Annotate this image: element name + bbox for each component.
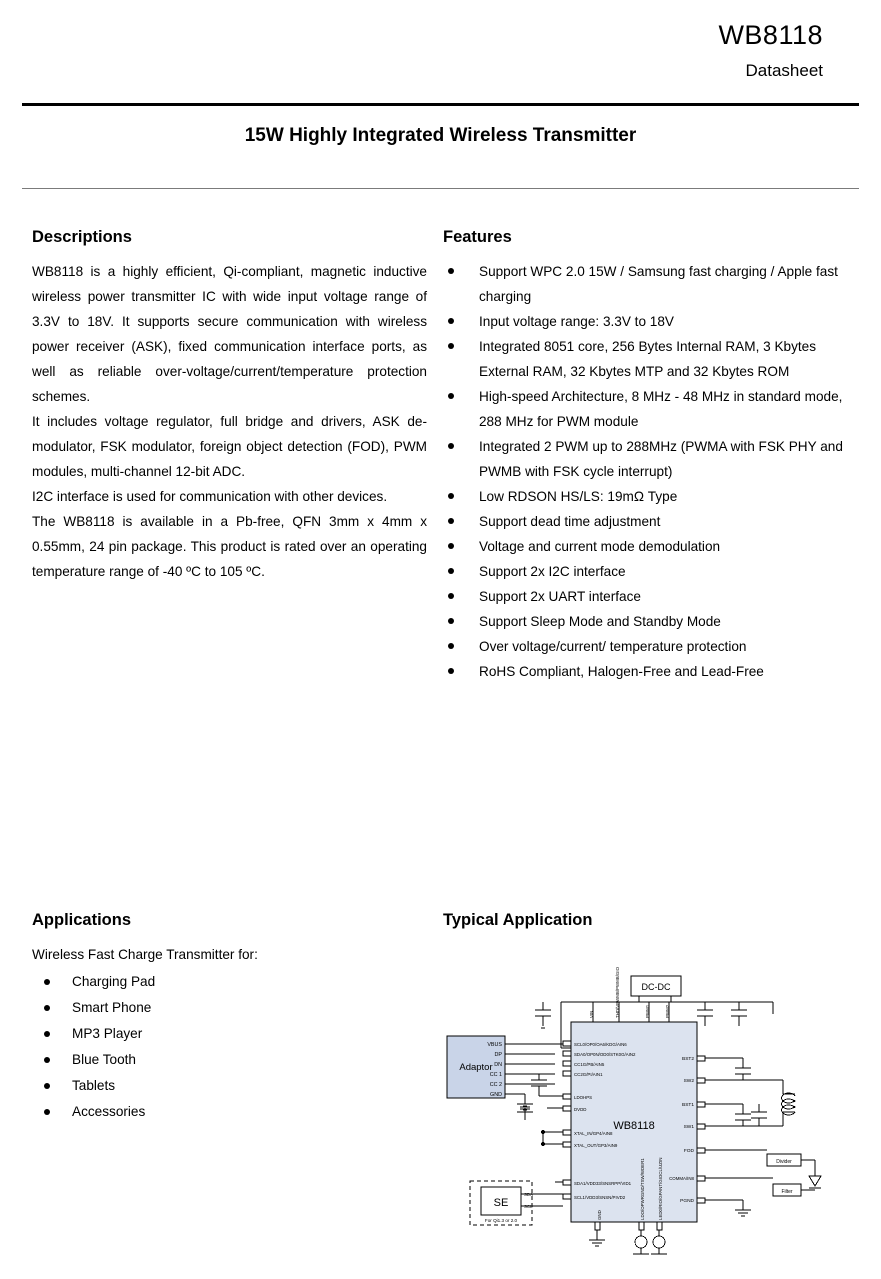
list-item: Integrated 8051 core, 256 Bytes Internal RAM, 3 Kbytes External RAM, 32 Kbytes MTP and 32 Kbytes ROM [443, 334, 843, 384]
svg-text:SCL1/VDD3/SNSN/PIVD2: SCL1/VDD3/SNSN/PIVD2 [574, 1195, 626, 1200]
schematic-svg [443, 944, 863, 1264]
list-item: RoHS Compliant, Halogen-Free and Lead-Free [443, 659, 843, 684]
filter-label: Filter [781, 1189, 793, 1195]
descriptions-paragraph: It includes voltage regulator, full bridge and drivers, ASK de-modulator, FSK modulator, foreign object detection (FOD), PWM modules, multi-channel 12-bit ADC. [32, 414, 427, 479]
part-number: WB8118 [718, 20, 823, 50]
svg-text:PWM2: PWM2 [665, 1004, 670, 1018]
descriptions-paragraph: The WB8118 is available in a Pb-free, QFN 3mm x 4mm x 0.55mm, 24 pin package. This product is rated over an operating temperature range of -40 ºC to 105 ºC. [32, 514, 427, 579]
list-item: MP3 Player [32, 1021, 422, 1047]
list-item: Smart Phone [32, 995, 422, 1021]
list-item: Support WPC 2.0 15W / Samsung fast charging / Apple fast charging [443, 259, 843, 309]
list-item: Integrated 2 PWM up to 288MHz (PWMA with FSK PHY and PWMB with FSK cycle interrupt) [443, 434, 843, 484]
svg-text:SW1: SW1 [683, 1125, 694, 1130]
list-item: Input voltage range: 3.3V to 18V [443, 309, 843, 334]
svg-text:THD/VPWMB/PWMB/GIO: THD/VPWMB/PWMB/GIO [615, 967, 620, 1018]
list-item: Over voltage/current/ temperature protection [443, 634, 843, 659]
svg-text:VBUS: VBUS [487, 1042, 502, 1048]
svg-text:PWM1: PWM1 [645, 1004, 650, 1018]
svg-text:COMMA/IN8: COMMA/IN8 [669, 1176, 694, 1181]
list-item: High-speed Architecture, 8 MHz - 48 MHz in standard mode, 288 MHz for PWM module [443, 384, 843, 434]
applications-heading: Applications [32, 911, 132, 929]
applications-list [32, 969, 422, 1125]
se-label: SE [493, 1197, 509, 1209]
list-item: Low RDSON HS/LS: 19mΩ Type [443, 484, 843, 509]
svg-text:LED0/RIO/GPANT/GIOCL/UZIN: LED0/RIO/GPANT/GIOCL/UZIN [658, 1157, 663, 1220]
applications-section [32, 911, 422, 1125]
svg-text:GND: GND [490, 1092, 502, 1098]
chip-label: WB8118 [613, 1120, 655, 1132]
divider-label: Divider [776, 1159, 792, 1165]
typical-application-section [443, 911, 863, 1264]
svg-text:BST2: BST2 [682, 1057, 694, 1062]
doc-type: Datasheet [745, 61, 823, 80]
list-item: Support 2x UART interface [443, 584, 843, 609]
svg-text:DP: DP [494, 1052, 502, 1058]
svg-text:SCL: SCL [524, 1204, 533, 1209]
descriptions-heading: Descriptions [32, 228, 132, 246]
page-title: 15W Highly Integrated Wireless Transmitter [244, 125, 637, 146]
list-item: Support Sleep Mode and Standby Mode [443, 609, 843, 634]
list-item: Accessories [32, 1099, 422, 1125]
svg-text:VIN: VIN [589, 1010, 594, 1018]
list-item: Blue Tooth [32, 1047, 422, 1073]
se-note-label: For Qi1.3 or 2.0 [484, 1218, 518, 1223]
svg-text:CC 2: CC 2 [489, 1082, 502, 1088]
svg-text:CC 1: CC 1 [489, 1072, 502, 1078]
typical-application-diagram [443, 944, 863, 1264]
descriptions-paragraph: I2C interface is used for communication with other devices. [32, 489, 388, 504]
descriptions-paragraph: WB8118 is a highly efficient, Qi-compliant, magnetic inductive wireless power transmitter IC with wide input voltage range of 3.3V to 18V. It supports secure communication with wireless power receiver (ASK), fixed communication interface ports, as well as reliable over-voltage/current/temperature protection schemes. [32, 264, 427, 404]
list-item: Voltage and current mode demodulation [443, 534, 843, 559]
adaptor-label: Adaptor [459, 1062, 493, 1073]
svg-text:DN: DN [494, 1062, 502, 1068]
svg-text:CC1G/PB/AIN5: CC1G/PB/AIN5 [574, 1062, 605, 1067]
typical-application-heading: Typical Application [443, 911, 593, 929]
header-divider [22, 103, 859, 106]
svg-text:GND: GND [597, 1210, 602, 1220]
svg-text:LDO/OPWRGND/TSW/WDER1: LDO/OPWRGND/TSW/WDER1 [640, 1158, 645, 1220]
svg-text:CC2G/PI/AIN1: CC2G/PI/AIN1 [574, 1072, 603, 1077]
list-item: Support 2x I2C interface [443, 559, 843, 584]
svg-text:SCL0/OP0/OA6/KDG/AIN6: SCL0/OP0/OA6/KDG/AIN6 [574, 1042, 627, 1047]
list-item: Tablets [32, 1073, 422, 1099]
features-section [443, 228, 843, 684]
applications-lead: Wireless Fast Charge Transmitter for: [32, 947, 258, 962]
list-item: Support dead time adjustment [443, 509, 843, 534]
svg-text:FOD: FOD [683, 1149, 694, 1154]
svg-text:SW2: SW2 [683, 1079, 694, 1084]
title-divider [22, 188, 859, 189]
list-item: Charging Pad [32, 969, 422, 995]
svg-text:SDA: SDA [524, 1192, 534, 1197]
dcdc-label: DC-DC [641, 982, 671, 992]
svg-text:DVDD: DVDD [574, 1107, 587, 1112]
svg-text:SDA0/OP0N/OD0/STK0G/AIN2: SDA0/OP0N/OD0/STK0G/AIN2 [574, 1052, 636, 1057]
svg-text:SDA1/VDD33/SNSRPP/VID1: SDA1/VDD33/SNSRPP/VID1 [574, 1181, 632, 1186]
page-header [0, 0, 881, 81]
svg-text:XTAL_OUT/GP3/AIN9: XTAL_OUT/GP3/AIN9 [574, 1143, 618, 1148]
svg-text:XTAL_IN/GP4/AIN8: XTAL_IN/GP4/AIN8 [574, 1131, 613, 1136]
features-heading: Features [443, 228, 512, 246]
svg-text:LDOHPS: LDOHPS [574, 1095, 593, 1100]
features-list [443, 259, 843, 684]
svg-text:PGND: PGND [680, 1199, 694, 1204]
descriptions-section [32, 228, 427, 584]
svg-text:BST1: BST1 [682, 1103, 694, 1108]
